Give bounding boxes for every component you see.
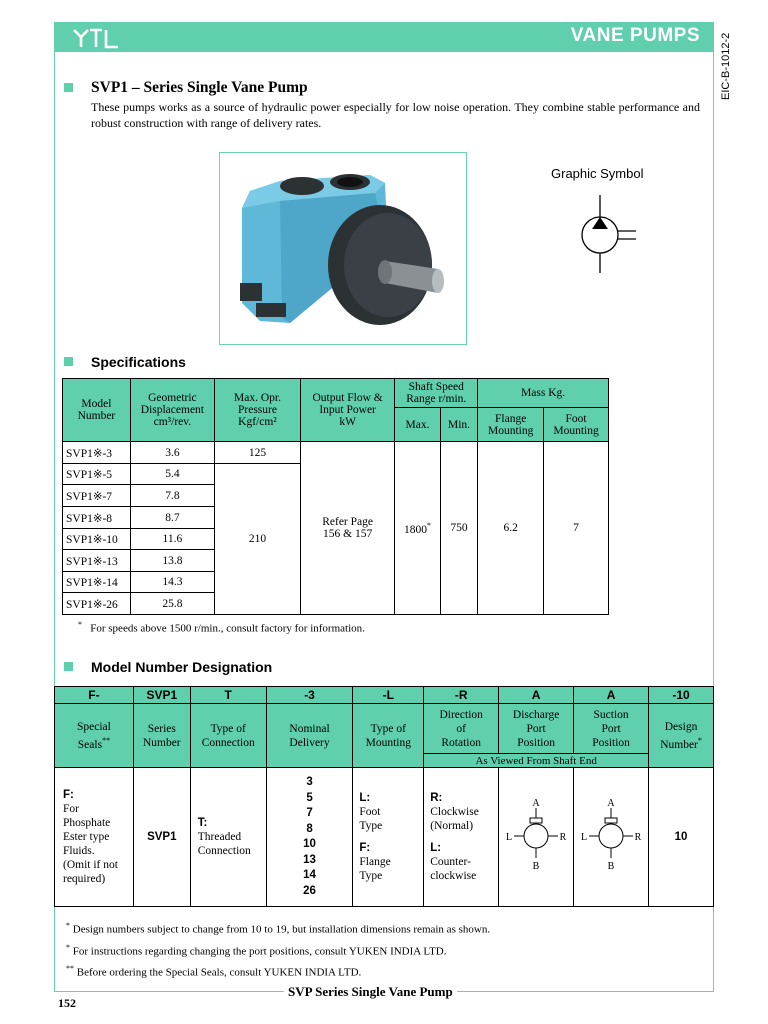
header-displacement: Geometric Displacement cm³/rev. <box>130 379 214 442</box>
footer-rule <box>500 991 714 992</box>
footer-rule <box>54 991 280 992</box>
intro-paragraph: These pumps works as a source of hydraulic power especially for low noise operation. They combine stable performance and robust construction with range of delivery rates. <box>91 100 700 130</box>
section-title-designation: Model Number Designation <box>91 659 273 675</box>
header-model: Model Number <box>63 379 131 442</box>
port-position-icon <box>576 796 646 876</box>
header-speed-max: Max. <box>395 408 441 442</box>
header-shaft-speed: Shaft Speed Range r/min. <box>395 379 478 408</box>
rotation-options: R: Clockwise (Normal) L: Counter- clockwise <box>424 768 499 907</box>
section-title-specifications: Specifications <box>91 354 186 370</box>
displacement-cell: 5.4 <box>130 464 214 485</box>
mass-foot-cell: 7 <box>544 442 609 615</box>
code-mounting: -L <box>353 687 424 704</box>
displacement-cell: 13.8 <box>130 550 214 572</box>
svg-text:B: B <box>607 860 615 872</box>
pump-symbol-icon <box>570 195 645 275</box>
svg-text:L: L <box>581 831 588 843</box>
port-position-icon <box>501 796 571 876</box>
code-seals: F- <box>55 687 134 704</box>
head-connection: Type of Connection <box>190 704 266 768</box>
header-mass: Mass Kg. <box>478 379 609 408</box>
head-design: Design Number* <box>649 704 714 768</box>
designation-head-row <box>55 704 714 754</box>
model-cell: SVP1※-13 <box>63 550 131 572</box>
design-option: 10 <box>649 768 714 907</box>
displacement-cell: 25.8 <box>130 593 214 615</box>
document-code: EIC-B-1012-2 <box>720 32 732 100</box>
page-number: 152 <box>58 996 76 1010</box>
svg-text:R: R <box>634 831 642 843</box>
delivery-options: 3 5 7 8 10 13 14 26 <box>266 768 353 907</box>
model-cell: SVP1※-8 <box>63 507 131 529</box>
svg-text:A: A <box>607 797 615 809</box>
head-rotation: Direction of Rotation <box>424 704 499 754</box>
displacement-cell: 8.7 <box>130 507 214 529</box>
header-title: VANE PUMPS <box>570 25 700 46</box>
displacement-cell: 7.8 <box>130 485 214 507</box>
code-rotation: -R <box>424 687 499 704</box>
displacement-cell: 14.3 <box>130 572 214 593</box>
header-pressure: Max. Opr. Pressure Kgf/cm² <box>214 379 300 442</box>
header-flow: Output Flow & Input Power kW <box>301 379 395 442</box>
pressure-cell: 125 <box>214 442 300 464</box>
header-mass-flange: Flange Mounting <box>478 408 544 442</box>
seals-option: F: For Phosphate Ester type Fluids. (Omit if not required) <box>55 768 134 907</box>
pump-photo <box>219 152 467 345</box>
section-bullet <box>64 357 73 366</box>
code-series: SVP1 <box>133 687 190 704</box>
model-cell: SVP1※-14 <box>63 572 131 593</box>
vane-pump-illustration <box>220 153 466 344</box>
code-discharge: A <box>499 687 574 704</box>
viewed-from-shaft-end: As Viewed From Shaft End <box>424 754 649 768</box>
svg-text:L: L <box>506 831 513 843</box>
code-suction: A <box>574 687 649 704</box>
section-bullet <box>64 83 73 92</box>
head-suction: Suction Port Position <box>574 704 649 754</box>
code-design: -10 <box>649 687 714 704</box>
logo-mark-icon <box>72 24 122 50</box>
designation-code-row <box>55 687 714 704</box>
note-line: * Design numbers subject to change from 10 to 19, but installation dimensions remain as shown. <box>66 921 491 936</box>
specifications-table <box>62 378 609 615</box>
section-bullet <box>64 662 73 671</box>
model-cell: SVP1※-5 <box>63 464 131 485</box>
head-seals: Special Seals** <box>55 704 134 768</box>
model-cell: SVP1※-10 <box>63 529 131 550</box>
code-delivery: -3 <box>266 687 353 704</box>
specifications-note: * For speeds above 1500 r/min., consult factory for information. <box>78 620 365 635</box>
head-series: Series Number <box>133 704 190 768</box>
designation-body-row <box>55 768 714 907</box>
graphic-symbol <box>570 195 645 280</box>
mounting-options: L: Foot Type F: Flange Type <box>353 768 424 907</box>
flow-cell: Refer Page 156 & 157 <box>301 442 395 615</box>
displacement-cell: 3.6 <box>130 442 214 464</box>
model-cell: SVP1※-3 <box>63 442 131 464</box>
displacement-cell: 11.6 <box>130 529 214 550</box>
svg-text:R: R <box>559 831 567 843</box>
head-delivery: Nominal Delivery <box>266 704 353 768</box>
mass-flange-cell: 6.2 <box>478 442 544 615</box>
head-discharge: Discharge Port Position <box>499 704 574 754</box>
section-title-series: SVP1 – Series Single Vane Pump <box>91 79 308 96</box>
graphic-symbol-label: Graphic Symbol <box>551 166 644 181</box>
speed-max-cell: 1800* <box>395 442 441 615</box>
note-line: * For instructions regarding changing the port positions, consult YUKEN INDIA LTD. <box>66 942 447 958</box>
designation-table <box>54 686 714 907</box>
svg-text:A: A <box>532 797 540 809</box>
model-cell: SVP1※-26 <box>63 593 131 615</box>
discharge-port-diagram <box>499 768 574 907</box>
company-logo <box>72 24 122 50</box>
connection-option: T: Threaded Connection <box>190 768 266 907</box>
speed-min-cell: 750 <box>440 442 477 615</box>
model-cell: SVP1※-7 <box>63 485 131 507</box>
note-line: ** Before ordering the Special Seals, consult YUKEN INDIA LTD. <box>66 964 362 979</box>
footer-title: SVP Series Single Vane Pump <box>284 984 457 1000</box>
pressure-cell: 210 <box>214 464 300 615</box>
suction-port-diagram <box>574 768 649 907</box>
table-row <box>63 442 609 464</box>
designation-notes <box>66 917 490 982</box>
header-mass-foot: Foot Mounting <box>544 408 609 442</box>
head-mounting: Type of Mounting <box>353 704 424 768</box>
code-connection: T <box>190 687 266 704</box>
svg-text:B: B <box>532 860 540 872</box>
series-option: SVP1 <box>133 768 190 907</box>
header-speed-min: Min. <box>440 408 477 442</box>
